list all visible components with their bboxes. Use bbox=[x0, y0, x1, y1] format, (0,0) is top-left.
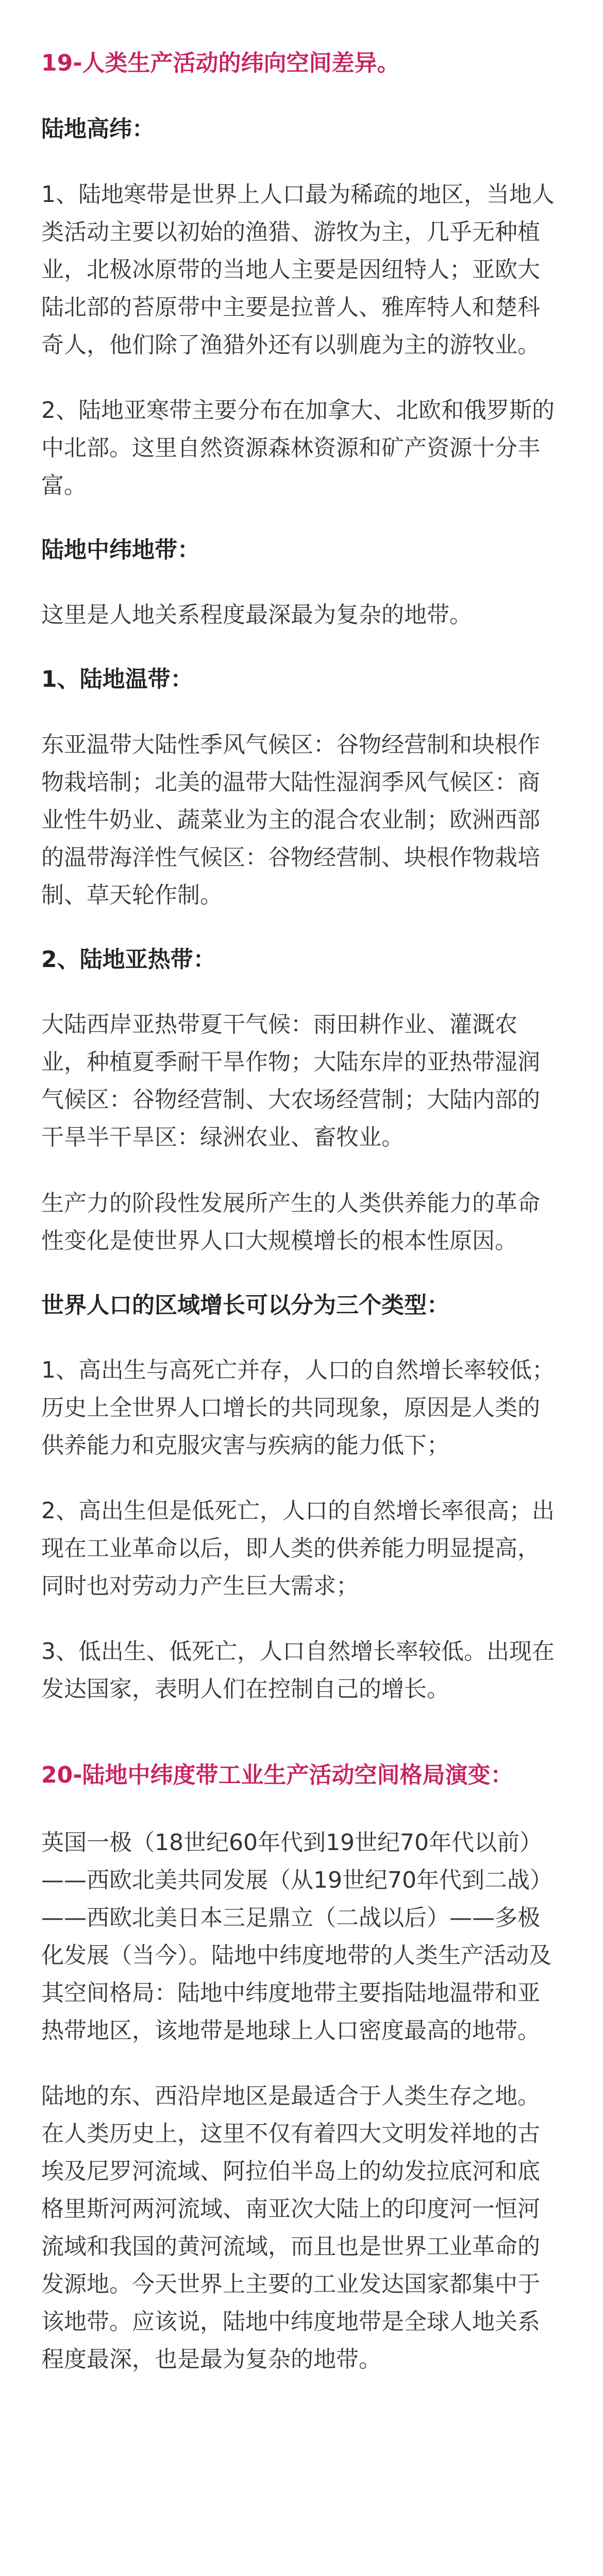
industry-paragraph-2: 陆地的东、西沿岸地区是最适合于人类生存之地。在人类历史上，这里不仅有着四大文明发祥地的古埃及尼罗河流域、阿拉伯半岛上的幼发拉底河和底格里斯河两河流域、南亚次大陆上的印度河一恒河流域和我国的黄河流域，而且也是世界工业革命的发源地。今天世界上主要的工业发达国家都集中于该地带。应该说，陆地中纬度地带是全球人地关系程度最深，也是最为复杂的地带。 bbox=[41, 2082, 540, 2373]
population-type-1: 1、高出生与高死亡并存，人口的自然增长率较低；历史上全世界人口增长的共同现象，原因是人类的供养能力和克服灾害与疾病的能力低下； bbox=[41, 1357, 555, 1459]
high-latitude-paragraph-1: 1、陆地寒带是世界上人口最为稀疏的地区，当地人类活动主要以初始的渔猎、游牧为主，几乎无种植业，北极冰原带的当地人主要是因纽特人；亚欧大陆北部的苔原带中主要是拉普人、雅库特人和楚科奇人，他们除了渔猎外还有以驯鹿为主的游牧业。 bbox=[41, 181, 555, 358]
population-type-2: 2、高出生但是低死亡，人口的自然增长率很高；出现在工业革命以后，即人类的供养能力明显提高，同时也对劳动力产生巨大需求； bbox=[41, 1498, 555, 1600]
temperate-heading: 1、陆地温带： bbox=[41, 666, 193, 693]
high-latitude-heading: 陆地高纬： bbox=[41, 116, 155, 143]
high-latitude-paragraph-2: 2、陆地亚寒带主要分布在加拿大、北欧和俄罗斯的中北部。这里自然资源森林资源和矿产资源十分丰富。 bbox=[41, 397, 555, 499]
section-title-20: 20-陆地中纬度带工业生产活动空间格局演变： bbox=[41, 1762, 513, 1789]
mid-latitude-intro: 这里是人地关系程度最深最为复杂的地带。 bbox=[41, 602, 472, 629]
temperate-paragraph: 东亚温带大陆性季风气候区：谷物经营制和块根作物栽培制；北美的温带大陆性湿润季风气候区：商业性牛奶业、蔬菜业为主的混合农业制；欧洲西部的温带海洋性气候区：谷物经营制、块根作物栽培制、草天轮作制。 bbox=[41, 731, 540, 908]
subtropical-heading: 2、陆地亚热带： bbox=[41, 946, 216, 973]
subtropical-paragraph: 大陆西岸亚热带夏干气候：雨田耕作业、灌溉农业，种植夏季耐干旱作物；大陆东岸的亚热带湿润气候区：谷物经营制、大农场经营制；大陆内部的干旱半干旱区：绿洲农业、畜牧业。 bbox=[41, 1011, 540, 1151]
productivity-paragraph: 生产力的阶段性发展所产生的人类供养能力的革命性变化是使世界人口大规模增长的根本性原因。 bbox=[41, 1190, 540, 1254]
industry-paragraph-1: 英国一极（18世纪60年代到19世纪70年代以前）——西欧北美共同发展（从19世纪70年代到二战）——西欧北美日本三足鼎立（二战以后）——多极化发展（当今）。陆地中纬度地带的人类生产活动及其空间格局：陆地中纬度地带主要指陆地温带和亚热带地区，该地带是地球上人口密度最高的地带。 bbox=[41, 1829, 552, 2044]
population-growth-heading: 世界人口的区域增长可以分为三个类型： bbox=[41, 1292, 449, 1318]
section-title-19: 19-人类生产活动的纬向空间差异。 bbox=[41, 50, 400, 76]
population-type-3: 3、低出生、低死亡，人口自然增长率较低。出现在发达国家，表明人们在控制自己的增长。 bbox=[41, 1638, 555, 1703]
mid-latitude-heading: 陆地中纬地带： bbox=[41, 537, 200, 564]
